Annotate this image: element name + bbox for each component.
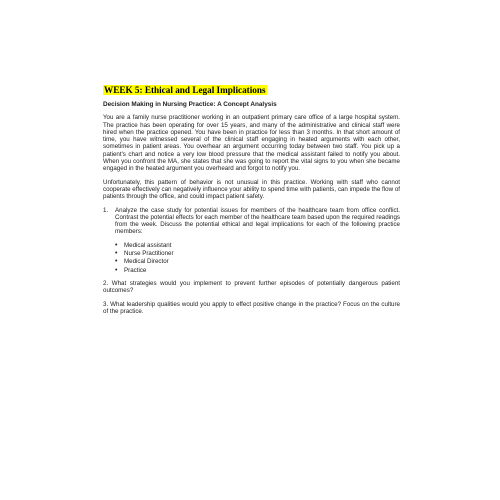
list-item (115, 250, 400, 257)
bullet-icon: • (115, 250, 118, 258)
week-title: WEEK 5: Ethical and Legal Implications (104, 85, 266, 95)
question-2: 2. What strategies would you implement to prevent further episodes of potentially dangerous patient outcomes? (103, 279, 400, 295)
bullet-icon: • (115, 241, 118, 249)
question-1-number: 1. (103, 206, 109, 214)
behavior-pattern-paragraph: Unfortunately, this pattern of behavior is not unusual in this practice. Working with staff who cannot cooperate effectively can negatively influence your ability to spend time with patients, can impede the flow of patients through the office, and could impact patient safety. (103, 178, 400, 201)
question-3: 3. What leadership qualities would you apply to effect positive change in the practice? Focus on the culture of the practice. (103, 300, 400, 315)
list-item-label: Medical assistant (124, 241, 172, 249)
question-1 (103, 207, 400, 236)
practice-members-list (103, 242, 400, 274)
list-item-label: Medical Director (124, 258, 169, 266)
bullet-icon: • (115, 266, 118, 274)
document-page (103, 85, 400, 321)
case-scenario-paragraph: You are a family nurse practitioner working in an outpatient primary care office of a large hospital system. The practice has been operating for over 15 years, and many of the administrative and clinical staff were hired when the practice opened. You have been in practice for less than 3 months. In that short amount of time, you have witnessed several of the clinical staff engaging in heated arguments with each other, sometimes in patient areas. You overhear an argument occurring today between two staff. You pick up a patient's chart and notice a very low blood pressure that the medical assistant failed to notify you about. When you confront the MA, she states that she was going to report the vital signs to you when she became engaged in the heated argument you overheard and forgot to notify you. (103, 114, 400, 173)
question-1-text: Analyze the case study for potential issues for members of the healthcare team from office conflict. Contrast the potential effects for each member of the healthcare team based upon the required readings from the week. Discuss the potential ethical and legal implications for each of the following practice members: (115, 206, 400, 236)
list-item-label: Nurse Practitioner (124, 250, 174, 258)
bullet-icon: • (115, 258, 118, 266)
list-item (115, 267, 400, 274)
list-item (115, 242, 400, 249)
list-item (115, 258, 400, 265)
assignment-subtitle: Decision Making in Nursing Practice: A Concept Analysis (103, 101, 277, 108)
list-item-label: Practice (124, 266, 147, 274)
